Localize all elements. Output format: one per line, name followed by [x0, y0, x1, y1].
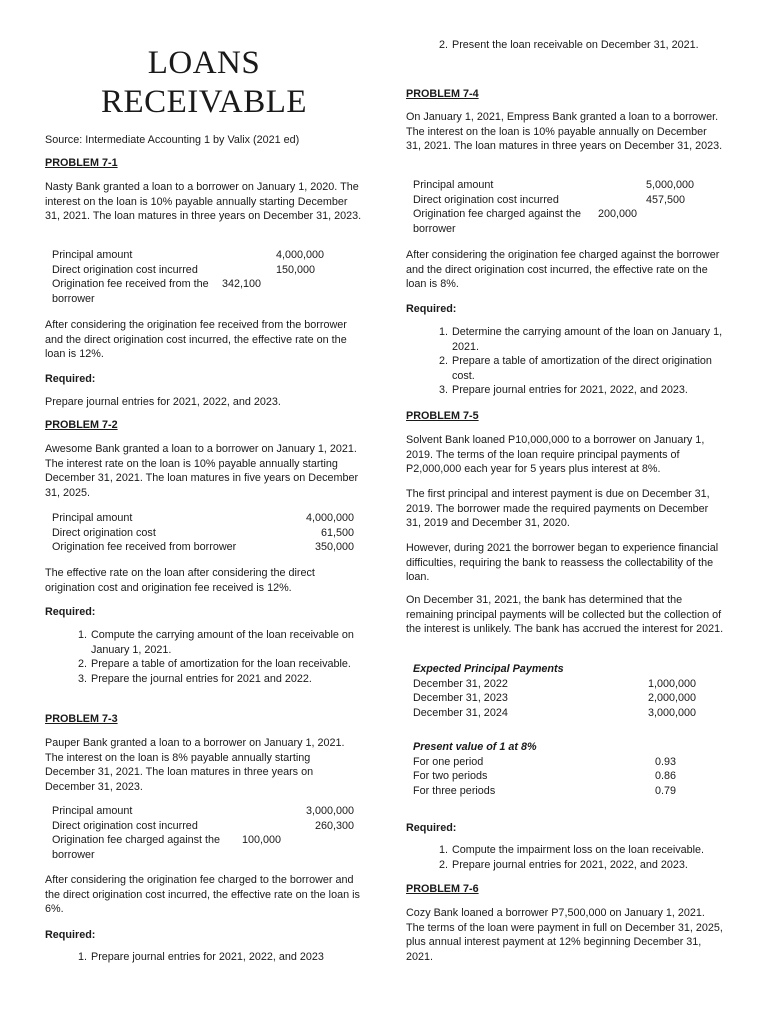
- problem-7-5-text-4: On December 31, 2021, the bank has determined that the remaining principal payments will be collected but the collection of the interest is unlikely. The bank has accrued the interest for 2021.: [406, 594, 724, 636]
- expected-payments-table: [413, 662, 696, 720]
- problem-7-5-text-1: Solvent Bank loaned P10,000,000 to a borrower on January 1, 2019. The terms of the loan require principal payments of P2,000,000 each year for 5 years plus interest at 8%.: [406, 434, 705, 476]
- problem-7-1-task: Prepare journal entries for 2021, 2022, and 2023.: [45, 396, 281, 408]
- present-value-table: [413, 740, 676, 798]
- row-label: Principal amount: [52, 512, 133, 524]
- problem-7-1-text: Nasty Bank granted a loan to a borrower on January 1, 2020. The interest on the loan is 10% payable annually starting December 31, 2021. The loan matures in three years on December 31, 2023.: [45, 181, 362, 223]
- row-value: 4,000,000: [305, 512, 354, 524]
- row-value: 100,000: [242, 834, 282, 847]
- list-item: 1. Determine the carrying amount of the loan on January 1, 2021.: [451, 325, 724, 354]
- present-value-heading: Present value of 1 at 8%: [413, 741, 537, 753]
- table-row: [413, 677, 696, 692]
- list-item: 1. Compute the impairment loss on the loan receivable.: [451, 843, 724, 858]
- row-value: 4,000,000: [276, 249, 325, 261]
- problem-7-5-text-3: However, during 2021 the borrower began to experience financial difficulties, requiring the bank to reassess the collectability of the loan.: [406, 542, 719, 584]
- row-value: 0.93: [654, 755, 676, 768]
- row-label: For three periods: [413, 784, 496, 797]
- row-value: 3,000,000: [647, 706, 696, 719]
- expected-payments-heading: Expected Principal Payments: [413, 663, 564, 675]
- row-value: 1,000,000: [647, 677, 696, 690]
- problem-7-1-table: [52, 248, 326, 306]
- problem-7-4-heading: PROBLEM 7-4: [406, 88, 479, 100]
- row-label: Direct origination cost incurred: [52, 819, 198, 832]
- table-row: [52, 263, 326, 278]
- row-label: Direct origination cost: [52, 526, 156, 539]
- row-label: Direct origination cost incurred: [413, 193, 559, 206]
- problem-7-2-after: The effective rate on the loan after considering the direct origination cost and origination fee received is 12%.: [45, 567, 315, 594]
- problem-7-4-required: Required:: [406, 303, 457, 315]
- row-label: December 31, 2024: [413, 706, 508, 719]
- table-row: [52, 277, 326, 306]
- row-value: 5,000,000: [646, 179, 695, 191]
- row-value: 61,500: [320, 526, 354, 539]
- table-row: [52, 819, 354, 834]
- list-item: 1. Prepare journal entries for 2021, 2022, and 2023: [90, 950, 363, 965]
- row-label: December 31, 2022: [413, 677, 508, 690]
- problem-7-2-table: [52, 511, 354, 555]
- problem-7-3-after: After considering the origination fee charged to the borrower and the direct origination cost incurred, the effective rate on the loan is 6%.: [45, 874, 360, 916]
- problem-7-4-tasks: [406, 325, 724, 398]
- row-label: For two periods: [413, 770, 488, 783]
- problem-7-1-required: Required:: [45, 373, 96, 385]
- table-row: [52, 526, 354, 541]
- list-item: 2. Present the loan receivable on December 31, 2021.: [451, 38, 724, 53]
- row-label: Direct origination cost incurred: [52, 263, 198, 276]
- problem-7-2-required: Required:: [45, 606, 96, 618]
- problem-7-2-heading: PROBLEM 7-2: [45, 419, 118, 431]
- table-row: [413, 706, 696, 721]
- row-label: Origination fee charged against the borrower: [52, 834, 221, 861]
- problem-7-3-table: [52, 804, 354, 862]
- problem-7-5-text-2: The first principal and interest payment is due on December 31, 2019. The borrower made the required payments on December 31, 2019 and December 31, 2020.: [406, 488, 710, 530]
- title-line-1: LOANS: [147, 45, 261, 81]
- row-value: 2,000,000: [647, 692, 696, 705]
- table-row: [52, 833, 354, 862]
- problem-7-5-tasks: [406, 843, 724, 872]
- row-value: 150,000: [276, 263, 316, 276]
- problem-7-5-required: Required:: [406, 822, 457, 834]
- row-label: Origination fee received from the borrower: [52, 278, 209, 305]
- row-label: Origination fee charged against the borrower: [413, 208, 582, 235]
- row-value: 200,000: [598, 208, 638, 221]
- table-row: [413, 178, 696, 193]
- list-item: 2. Prepare a table of amortization of the direct origination cost.: [451, 354, 724, 383]
- problem-7-3-tasks-2: [406, 38, 724, 53]
- table-row: [413, 207, 696, 236]
- table-row: [52, 248, 326, 263]
- problem-7-3-heading: PROBLEM 7-3: [45, 713, 118, 725]
- problem-7-6-text: Cozy Bank loaned a borrower P7,500,000 on January 1, 2021. The terms of the loan were payment in full on December 31, 2025, plus annual interest payment at 12% beginning December 31, 2021.: [406, 907, 723, 963]
- table-row: [52, 511, 354, 526]
- row-value: 3,000,000: [305, 805, 354, 817]
- problem-7-3-required: Required:: [45, 929, 96, 941]
- table-row: [413, 769, 676, 784]
- row-label: Origination fee received from borrower: [52, 541, 237, 554]
- row-value: 457,500: [646, 193, 686, 206]
- row-value: 342,100: [222, 278, 262, 291]
- problem-7-5-heading: PROBLEM 7-5: [406, 410, 479, 422]
- table-row: [413, 193, 696, 208]
- title-line-2: RECEIVABLE: [100, 84, 308, 120]
- list-item: 2. Prepare a table of amortization for the loan receivable.: [90, 657, 363, 672]
- problem-7-4-after: After considering the origination fee charged against the borrower and the direct origination cost incurred, the effective rate on the loan is 8%.: [406, 249, 720, 291]
- problem-7-4-text: On January 1, 2021, Empress Bank granted a loan to a borrower. The interest on the loan is 10% payable annually on December 31, 2021. The loan matures in three years on December 31, 2023.: [406, 111, 723, 153]
- problem-7-1-after: After considering the origination fee received from the borrower and the direct origination cost incurred, the effective rate on the loan is 12%.: [45, 319, 347, 361]
- problem-7-3-tasks-1: [45, 950, 363, 965]
- row-value: 0.79: [654, 784, 676, 797]
- row-value: 0.86: [654, 770, 676, 783]
- problem-7-1-heading: PROBLEM 7-1: [45, 157, 118, 169]
- table-row: [52, 804, 354, 819]
- row-label: Principal amount: [52, 805, 133, 817]
- list-item: 1. Compute the carrying amount of the loan receivable on January 1, 2021.: [90, 628, 363, 657]
- row-label: Principal amount: [413, 179, 494, 191]
- problem-7-2-tasks: [45, 628, 363, 686]
- list-item: 3. Prepare the journal entries for 2021 and 2022.: [90, 672, 363, 687]
- source-line: Source: Intermediate Accounting 1 by Valix (2021 ed): [45, 134, 300, 146]
- row-label: December 31, 2023: [413, 692, 508, 705]
- list-item: 2. Prepare journal entries for 2021, 2022, and 2023.: [451, 858, 724, 873]
- list-item: 3. Prepare journal entries for 2021, 2022, and 2023.: [451, 383, 724, 398]
- problem-7-4-table: [413, 178, 696, 236]
- table-row: [413, 755, 676, 770]
- row-value: 260,300: [314, 819, 354, 832]
- row-label: For one period: [413, 755, 484, 768]
- problem-7-6-heading: PROBLEM 7-6: [406, 883, 479, 895]
- problem-7-3-text: Pauper Bank granted a loan to a borrower on January 1, 2021. The interest on the loan is 8% payable annually starting December 31, 2021. The loan matures in three years on December 31, 2023.: [45, 737, 345, 793]
- table-row: [413, 784, 676, 799]
- row-value: 350,000: [314, 541, 354, 554]
- problem-7-2-text: Awesome Bank granted a loan to a borrower on January 1, 2021. The interest rate on the loan is 10% payable annually starting December 31, 2021. The loan matures in five years on December 31, 2025.: [45, 443, 359, 499]
- table-row: [413, 691, 696, 706]
- table-row: [52, 540, 354, 555]
- row-label: Principal amount: [52, 249, 133, 261]
